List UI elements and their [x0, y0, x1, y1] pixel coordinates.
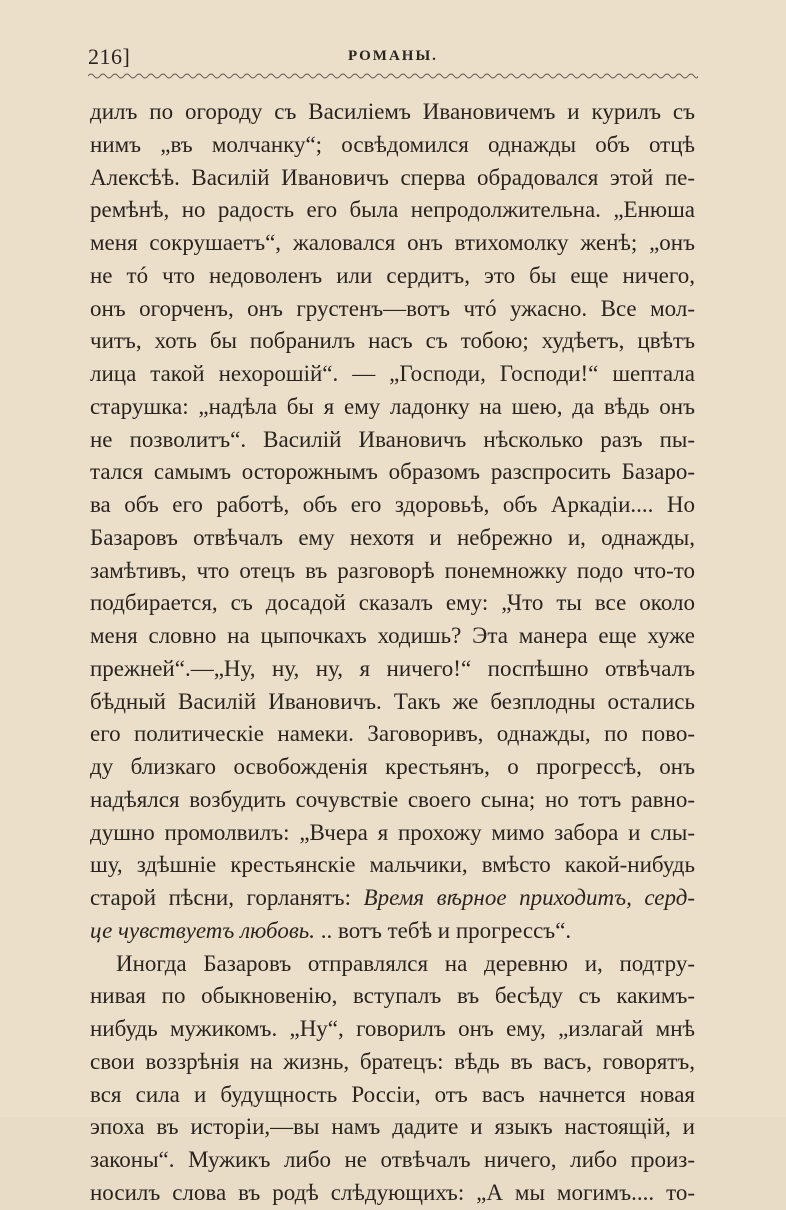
text-line: нивая по обыкновенію, вступалъ въ бесѣду съ какимъ- — [90, 983, 695, 1009]
italic-quote: Время вѣрное приходитъ, серд- — [363, 885, 695, 910]
text-line: нимъ „въ молчанку“; освѣдомился однажды объ отцѣ — [90, 131, 695, 157]
text-line: тался самымъ осторожнымъ образомъ разспросить Базаро- — [90, 459, 695, 485]
text-line: свои воззрѣнія на жизнь, братецъ: вѣдь въ васъ, говорятъ, — [90, 1048, 695, 1074]
text-line: Иногда Базаровъ отправлялся на деревню и, подтру- — [116, 950, 695, 976]
text-line: не позволитъ“. Василій Ивановичъ нѣсколько разъ пы- — [90, 426, 695, 452]
text-line: онъ огорченъ, онъ грустенъ—вотъ чтó ужасно. Все мол- — [90, 295, 695, 321]
text-line: старой пѣсни, горланятъ: Время вѣрное приходитъ, серд- — [90, 885, 695, 910]
text-line: Алексѣѣ. Василій Ивановичъ сперва обрадовался этой пе- — [90, 164, 695, 190]
decorative-wavy-rule — [88, 72, 698, 80]
text-line: вся сила и будущность Россіи, отъ васъ начнется новая — [90, 1081, 695, 1107]
text-line: лица такой нехорошій“. — „Господи, Господи!“ шептала — [90, 361, 695, 386]
text-line: надѣялся возбудить сочувствіе своего сына; но тотъ равно- — [90, 786, 695, 812]
running-head: РОМАНЫ. — [348, 48, 438, 64]
page-header — [88, 44, 698, 70]
body-text — [90, 96, 695, 1210]
text-line: Базаровъ отвѣчалъ ему нехотя и небрежно и, однажды, — [90, 524, 695, 550]
text-line: ду близкаго освобожденія крестьянъ, о прогрессѣ, онъ — [90, 754, 695, 779]
text-line: меня сокрушаетъ“, жаловался онъ втихомолку женѣ; „онъ — [90, 230, 695, 255]
italic-quote: це чувствуетъ любовь. — [90, 917, 316, 943]
text-line: законы“. Мужикъ либо не отвѣчалъ ничего, либо произ- — [90, 1147, 695, 1172]
text-line: душно промолвилъ: „Вчера я прохожу мимо забора и слы- — [90, 819, 695, 845]
text-line: ремѣнѣ, но радость его была непродолжительна. „Енюша — [90, 197, 695, 223]
text-line: це чувствуетъ любовь. .. вотъ тебѣ и прогрессъ“. — [90, 917, 572, 943]
text-line: подбирается, съ досадой сказалъ ему: „Что ты все около — [90, 590, 695, 616]
text-line: ва объ его работѣ, объ его здоровьѣ, объ Аркадіи.... Но — [90, 492, 695, 517]
text-line: читъ, хоть бы побранилъ насъ съ тобою; худѣетъ, цвѣтъ — [90, 328, 695, 354]
text-line: нибудь мужикомъ. „Ну“, говорилъ онъ ему, „излагай мнѣ — [90, 1016, 695, 1041]
text-line: прежней“.—„Ну, ну, ну, я ничего!“ поспѣшно отвѣчалъ — [90, 655, 695, 681]
text-line: дилъ по огороду съ Василіемъ Ивановичемъ и курилъ съ — [90, 99, 695, 124]
text-line: носилъ слова въ родѣ слѣдующихъ: „А мы могимъ.... то- — [90, 1179, 695, 1205]
text-line: старушка: „надѣла бы я ему ладонку на шею, да вѣдь онъ — [90, 393, 695, 419]
text-line: эпоха въ исторіи,—вы намъ дадите и языкъ настоящій, и — [90, 1114, 695, 1140]
text-line: замѣтивъ, что отецъ въ разговорѣ понемножку подо что-то — [90, 557, 695, 583]
text-line: его политическіе намеки. Заговоривъ, однажды, по пово- — [90, 721, 695, 747]
text-line: бѣдный Василій Ивановичъ. Такъ же безплодны остались — [90, 688, 695, 714]
text-line: не тó что недоволенъ или сердитъ, это бы еще ничего, — [90, 262, 695, 288]
text-line: шу, здѣшніе крестьянскіе мальчики, вмѣсто какой-нибудь — [90, 852, 695, 878]
text-line: меня словно на цыпочкахъ ходишь? Эта манера еще хуже — [90, 623, 695, 648]
page-number: 216] — [88, 44, 131, 69]
